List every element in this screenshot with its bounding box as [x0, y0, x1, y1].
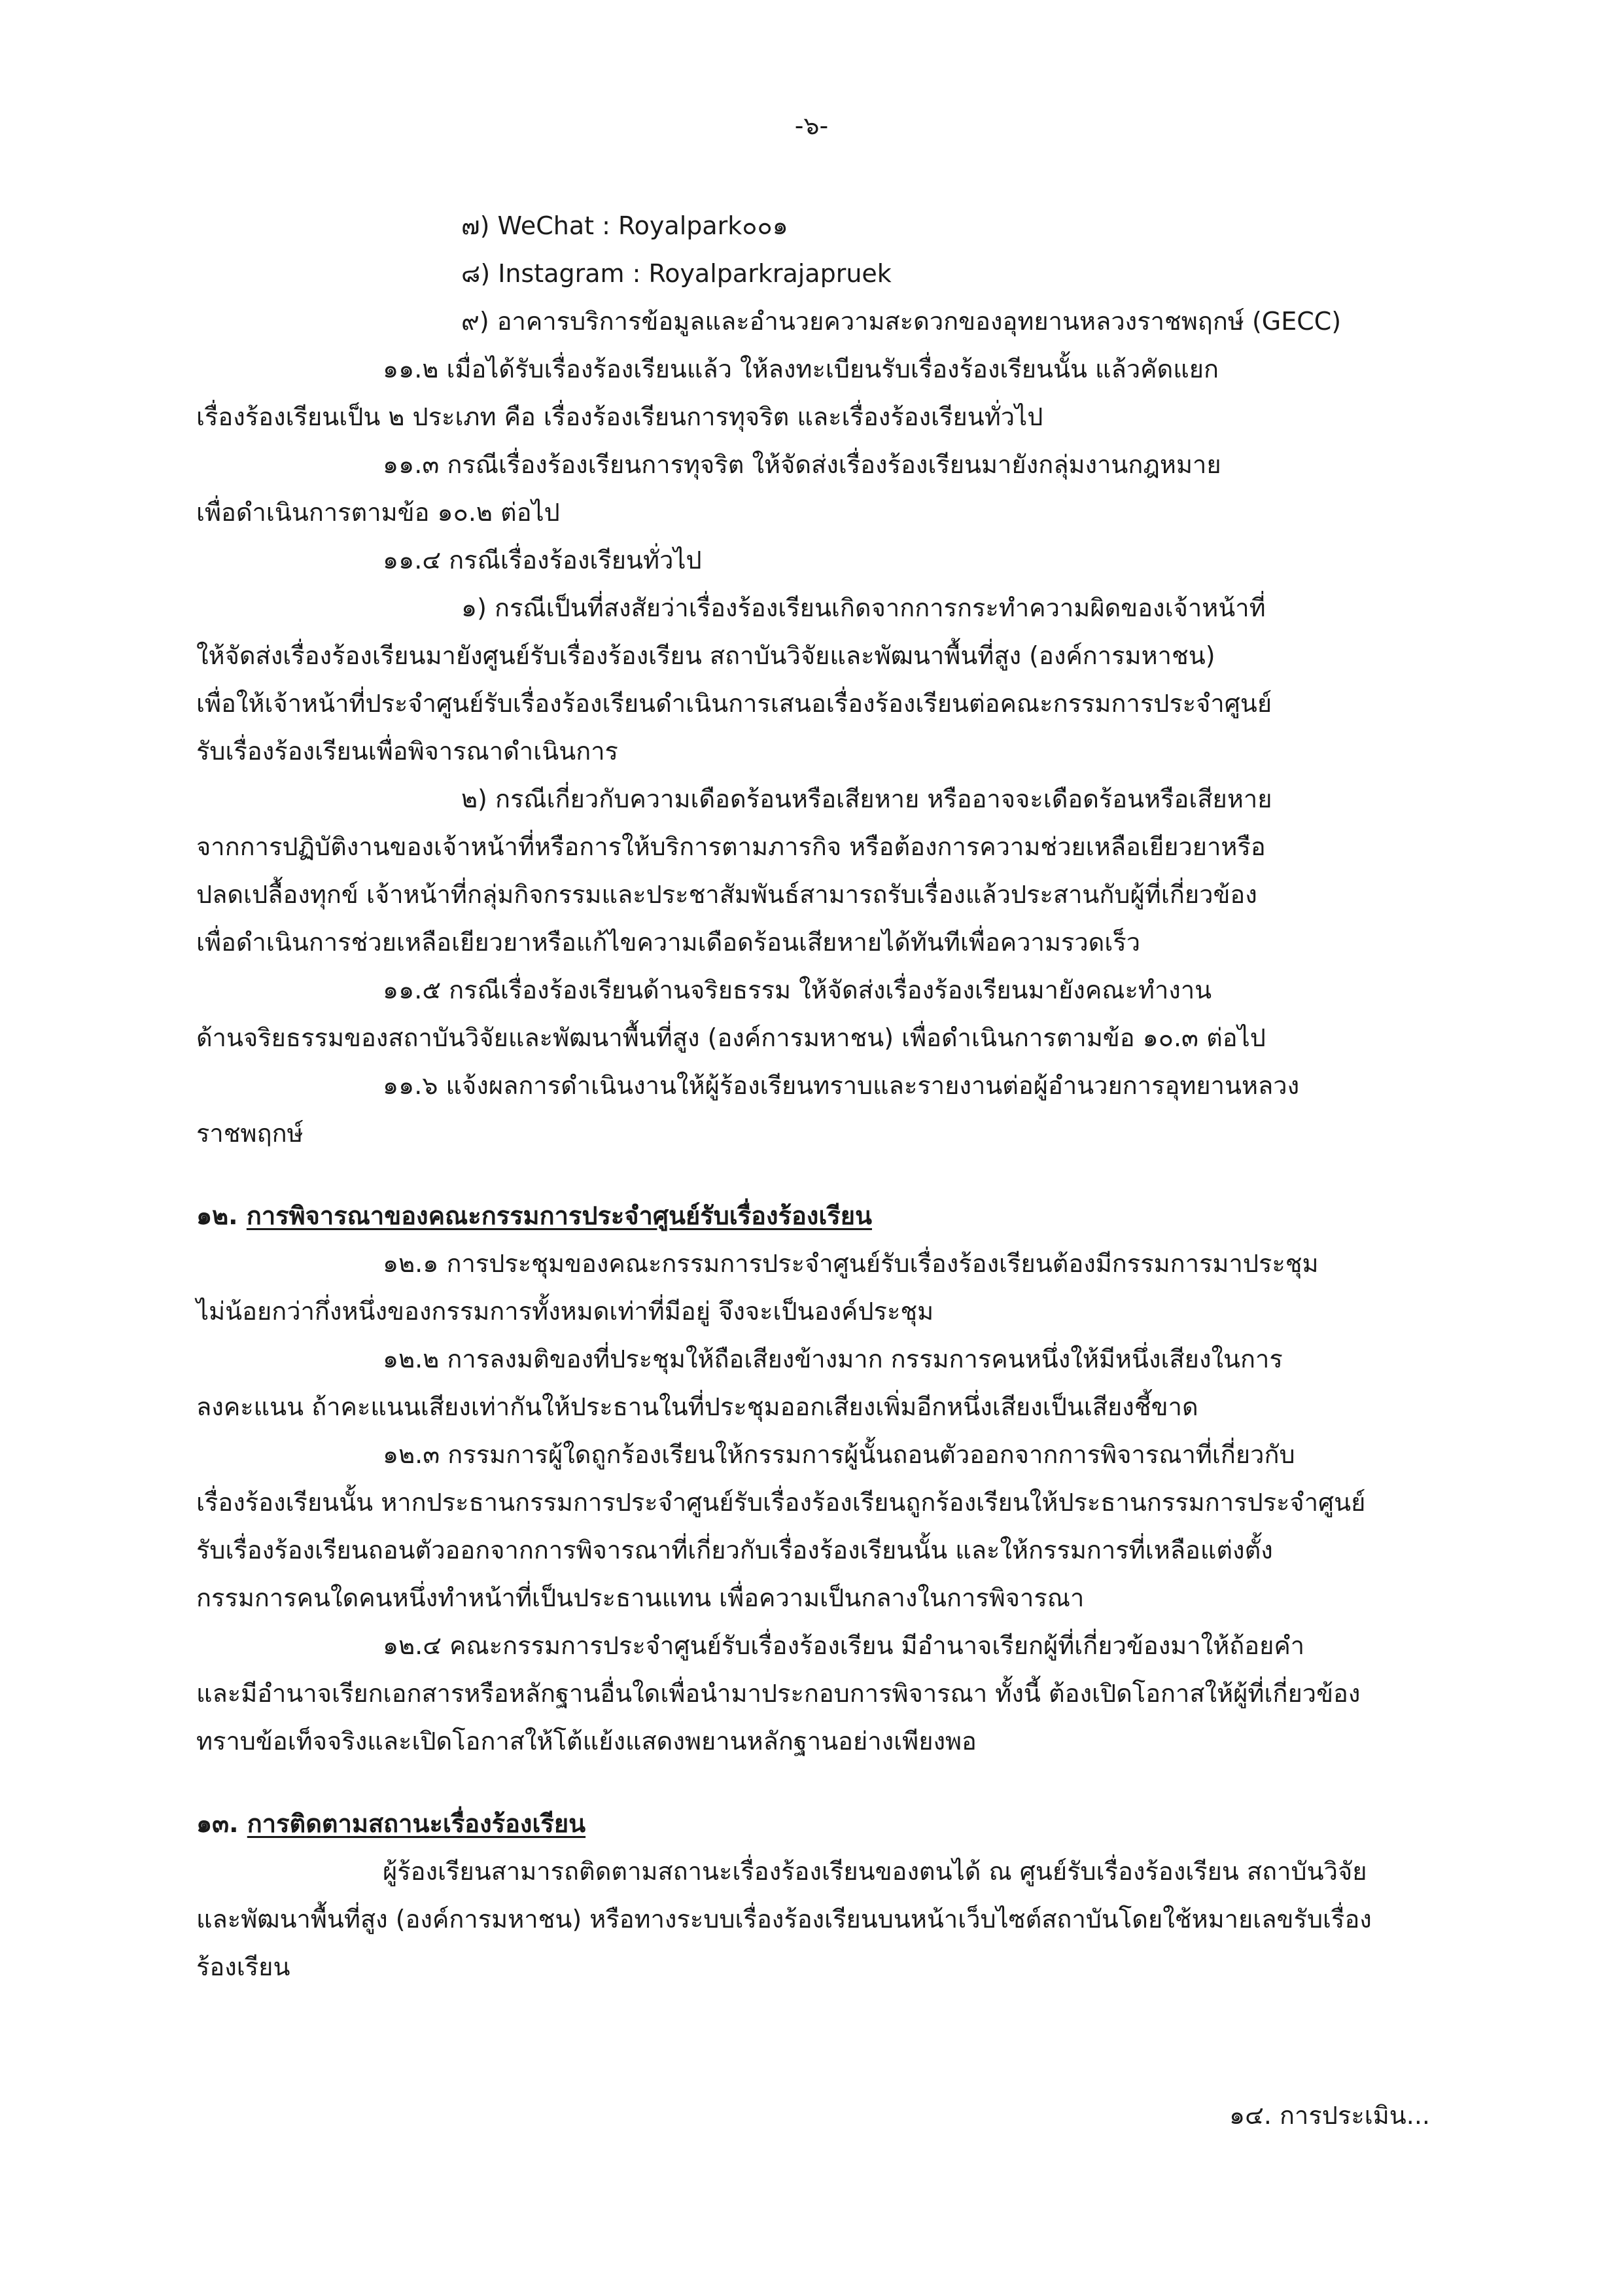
paragraph-12-3-line-2: เรื่องร้องเรียนนั้น หากประธานกรรมการประจำศูนย์รับเรื่องร้องเรียนถูกร้องเรียนให้ประธานกรรมการประจำศูนย์: [196, 1488, 1366, 1517]
paragraph-11-3-line-2: เพื่อดำเนินการตามข้อ ๑๐.๒ ต่อไป: [196, 498, 560, 527]
section-number: ๑๒.: [196, 1201, 238, 1230]
paragraph-12-1-line-2: ไม่น้อยกว่ากึ่งหนึ่งของกรรมการทั้งหมดเท่าที่มีอยู่ จึงจะเป็นองค์ประชุม: [196, 1297, 934, 1326]
paragraph-13-line-3: ร้องเรียน: [196, 1952, 290, 1981]
section-title: การติดตามสถานะเรื่องร้องเรียน: [247, 1809, 586, 1838]
paragraph-11-4-1-line-3: เพื่อให้เจ้าหน้าที่ประจำศูนย์รับเรื่องร้องเรียนดำเนินการเสนอเรื่องร้องเรียนต่อคณะกรรมการประจำศูนย์: [196, 689, 1272, 718]
paragraph-11-4-2-line-4: เพื่อดำเนินการช่วยเหลือเยียวยาหรือแก้ไขความเดือดร้อนเสียหายได้ทันทีเพื่อความรวดเร็ว: [196, 928, 1141, 957]
paragraph-13-line-1: ผู้ร้องเรียนสามารถติดตามสถานะเรื่องร้องเรียนของตนได้ ณ ศูนย์รับเรื่องร้องเรียน สถาบันวิจัย: [383, 1857, 1367, 1886]
paragraph-11-4-2-line-3: ปลดเปลื้องทุกข์ เจ้าหน้าที่กลุ่มกิจกรรมและประชาสัมพันธ์สามารถรับเรื่องแล้วประสานกับผู้ที่เกี่ยวข้อง: [196, 880, 1257, 909]
list-item-instagram: ๘) Instagram : Royalparkrajapruek: [461, 259, 892, 288]
footer-continuation: ๑๔. การประเมิน...: [1229, 2101, 1430, 2130]
paragraph-11-4: ๑๑.๔ กรณีเรื่องร้องเรียนทั่วไป: [383, 546, 702, 574]
paragraph-12-4-line-3: ทราบข้อเท็จจริงและเปิดโอกาสให้โต้แย้งแสดงพยานหลักฐานอย่างเพียงพอ: [196, 1727, 977, 1756]
paragraph-11-5-line-1: ๑๑.๕ กรณีเรื่องร้องเรียนด้านจริยธรรม ให้จัดส่งเรื่องร้องเรียนมายังคณะทำงาน: [383, 976, 1212, 1004]
paragraph-11-4-2-line-1: ๒) กรณีเกี่ยวกับความเดือดร้อนหรือเสียหาย หรืออาจจะเดือดร้อนหรือเสียหาย: [461, 785, 1272, 813]
paragraph-11-6-line-1: ๑๑.๖ แจ้งผลการดำเนินงานให้ผู้ร้องเรียนทราบและรายงานต่อผู้อำนวยการอุทยานหลวง: [383, 1071, 1300, 1100]
paragraph-12-1-line-1: ๑๒.๑ การประชุมของคณะกรรมการประจำศูนย์รับเรื่องร้องเรียนต้องมีกรรมการมาประชุม: [383, 1249, 1319, 1278]
paragraph-11-2-line-2: เรื่องร้องเรียนเป็น ๒ ประเภท คือ เรื่องร้องเรียนการทุจริต และเรื่องร้องเรียนทั่วไป: [196, 402, 1043, 431]
list-item-gecc: ๙) อาคารบริการข้อมูลและอำนวยความสะดวกของอุทยานหลวงราชพฤกษ์ (GECC): [461, 307, 1342, 336]
paragraph-11-4-1-line-1: ๑) กรณีเป็นที่สงสัยว่าเรื่องร้องเรียนเกิดจากการกระทำความผิดของเจ้าหน้าที่: [461, 593, 1266, 622]
paragraph-12-4-line-2: และมีอำนาจเรียกเอกสารหรือหลักฐานอื่นใดเพื่อนำมาประกอบการพิจารณา ทั้งนี้ ต้องเปิดโอกาสให้ผู้ที่เกี่ยวข้อง: [196, 1679, 1361, 1708]
paragraph-12-4-line-1: ๑๒.๔ คณะกรรมการประจำศูนย์รับเรื่องร้องเรียน มีอำนาจเรียกผู้ที่เกี่ยวข้องมาให้ถ้อยคำ: [383, 1631, 1305, 1660]
section-number: ๑๓.: [196, 1809, 239, 1838]
paragraph-11-2-line-1: ๑๑.๒ เมื่อได้รับเรื่องร้องเรียนแล้ว ให้ลงทะเบียนรับเรื่องร้องเรียนนั้น แล้วคัดแยก: [383, 355, 1219, 383]
paragraph-12-3-line-3: รับเรื่องร้องเรียนถอนตัวออกจากการพิจารณาที่เกี่ยวกับเรื่องร้องเรียนนั้น และให้กรรมการที่เหลือแต่งตั้ง: [196, 1536, 1273, 1564]
section-title: การพิจารณาของคณะกรรมการประจำศูนย์รับเรื่องร้องเรียน: [246, 1201, 872, 1230]
paragraph-11-6-line-2: ราชพฤกษ์: [196, 1119, 304, 1148]
paragraph-12-3-line-1: ๑๒.๓ กรรมการผู้ใดถูกร้องเรียนให้กรรมการผู้นั้นถอนตัวออกจากการพิจารณาที่เกี่ยวกับ: [383, 1440, 1295, 1469]
page-number: -๖-: [794, 111, 829, 140]
paragraph-11-4-2-line-2: จากการปฏิบัติงานของเจ้าหน้าที่หรือการให้บริการตามภารกิจ หรือต้องการความช่วยเหลือเยียวยาหรือ: [196, 832, 1266, 861]
paragraph-11-5-line-2: ด้านจริยธรรมของสถาบันวิจัยและพัฒนาพื้นที่สูง (องค์การมหาชน) เพื่อดำเนินการตามข้อ ๑๐.๓ ต่อไป: [196, 1023, 1266, 1052]
paragraph-12-2-line-1: ๑๒.๒ การลงมติของที่ประชุมให้ถือเสียงข้างมาก กรรมการคนหนึ่งให้มีหนึ่งเสียงในการ: [383, 1345, 1283, 1373]
paragraph-12-2-line-2: ลงคะแนน ถ้าคะแนนเสียงเท่ากันให้ประธานในที่ประชุมออกเสียงเพิ่มอีกหนึ่งเสียงเป็นเสียงชี้ขาด: [196, 1392, 1198, 1421]
section-heading-13: [196, 1810, 585, 1838]
paragraph-11-3-line-1: ๑๑.๓ กรณีเรื่องร้องเรียนการทุจริต ให้จัดส่งเรื่องร้องเรียนมายังกลุ่มงานกฎหมาย: [383, 450, 1221, 479]
paragraph-13-line-2: และพัฒนาพื้นที่สูง (องค์การมหาชน) หรือทางระบบเรื่องร้องเรียนบนหน้าเว็บไซต์สถาบันโดยใช้หมายเลขรับเรื่อง: [196, 1905, 1372, 1934]
list-item-wechat: ๗) WeChat : Royalpark๐๐๑: [461, 211, 788, 240]
paragraph-11-4-1-line-4: รับเรื่องร้องเรียนเพื่อพิจารณาดำเนินการ: [196, 737, 618, 766]
section-heading-12: [196, 1203, 872, 1230]
paragraph-12-3-line-4: กรรมการคนใดคนหนึ่งทำหน้าที่เป็นประธานแทน เพื่อความเป็นกลางในการพิจารณา: [196, 1583, 1085, 1612]
paragraph-11-4-1-line-2: ให้จัดส่งเรื่องร้องเรียนมายังศูนย์รับเรื่องร้องเรียน สถาบันวิจัยและพัฒนาพื้นที่สูง (องค์การมหาชน): [196, 641, 1215, 670]
